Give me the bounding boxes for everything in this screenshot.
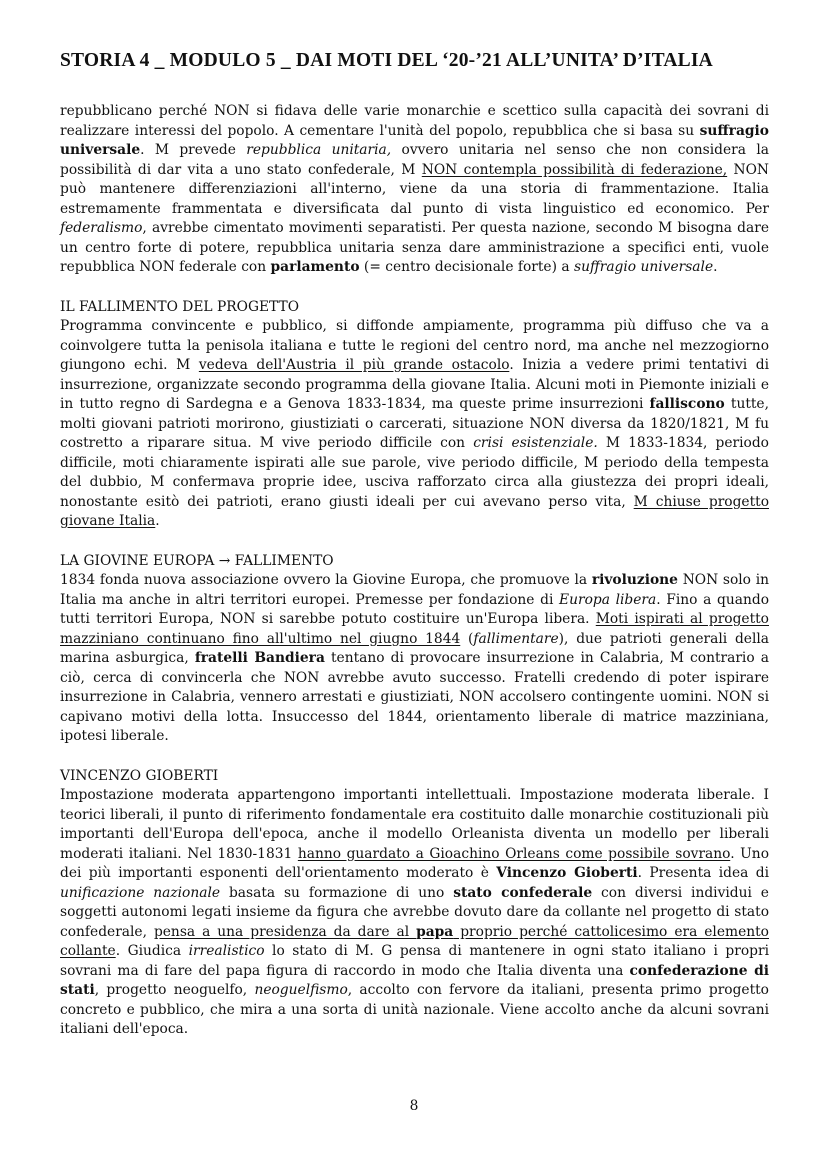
underlined-phrase: proprio perché cattolicesimo era elemento collante (60, 923, 769, 959)
text-run: Impostazione moderata appartengono importanti intellettuali. Impostazione moderata liberale. I teorici liberali, il punto di riferimento fondamentale era costituito dalle monarchie costituzionali più importanti dell'Europa dell'epoca, anche il modello Orleanista diventa un modello per liberali moderati italiani. Nel 1830-1831 (60, 787, 769, 862)
text-run: , avrebbe cimentato movimenti separatisti. Per questa nazione, secondo M bisogna dare un centro forte di potere, repubblica unitaria senza dare amministrazione a specifici enti, vuole repubblica NON federale con (60, 220, 769, 275)
bold-term: fratelli Bandiera (194, 650, 325, 666)
text-run: . Giudica (115, 943, 189, 959)
text-run: , progetto neoguelfo, (94, 982, 255, 998)
text-run: M 1833-1834, periodo difficile, moti chiaramente ispirati alle sue parole, vive periodo difficile, M periodo della tempesta del dubbio, M confermava proprie idee, usciva rafforzato circa alla giustezza dei propri ideali, nonostante esitò dei patrioti, erano giusti ideali per cui avevano perso vita, (60, 435, 769, 510)
text-run: (= centro decisionale forte) a (359, 259, 574, 275)
section-paragraph-fallimento (60, 317, 769, 532)
text-run: ovvero unitaria nel senso che non considera la possibilità di dar vita a uno stato confederale, M (60, 142, 769, 178)
underlined-phrase: pensa a una presidenza da dare al (153, 923, 417, 940)
text-run: NON può mantenere differenziazioni all'interno, viene da una storia di frammentazione. Italia estremamente frammentata e diversificata dal punto di vista linguistico ed economico. Per (60, 161, 769, 217)
bold-term: parlamento (270, 259, 360, 275)
text-run: repubblicano perché NON si fidava delle varie monarchie e scettico sulla capacità dei sovrani di realizzare interessi del popolo. A cementare l'unità del popolo, repubblica che si basa su (60, 103, 769, 139)
bold-term: rivoluzione (591, 572, 678, 588)
text-run: tentano di provocare insurrezione in Calabria, M contrario a ciò, cerca di convincerla che NON avrebbe avuto successo. Fratelli credendo di poter ispirare insurrezione in Calabria, vennero arrestati e giustiziati, NON accolsero contingente uomini. NON si capivano motivi della lotta. Insuccesso del 1844, orientamento liberale di matrice mazziniana, ipotesi liberale. (60, 650, 769, 744)
text-run: con diversi individui e soggetti autonomi legati insieme da figura che avrebbe dovuto dare da collante nel progetto di stato confederale, (60, 884, 769, 940)
underlined-phrase: vedeva dell'Austria il più grande ostacolo (198, 357, 510, 373)
text-run: . (155, 513, 160, 529)
document-body (60, 102, 769, 1040)
italic-term: repubblica unitaria, (246, 142, 392, 158)
text-run: . M prevede (140, 142, 247, 158)
italic-term: crisi esistenziale. (473, 435, 598, 451)
text-run: ( (460, 630, 474, 647)
bold-term: confederazione di stati (60, 962, 769, 998)
intro-paragraph (60, 102, 769, 278)
italic-term: suffragio universale (573, 259, 714, 275)
section-heading-giovine-europa: LA GIOVINE EUROPA → FALLIMENTO (60, 552, 334, 569)
section-paragraph-giovine-europa (60, 571, 769, 747)
text-run: . Inizia a vedere primi tentativi di insurrezione, organizzate secondo programma della giovane Italia. Alcuni moti in Piemonte iniziali e in tutto regno di Sardegna e a Genova 1833-1834, ma queste prime insurrezioni (60, 357, 769, 412)
text-run: basata su formazione di uno (220, 884, 454, 901)
page-title: STORIA 4 _ MODULO 5 _ DAI MOTI DEL ‘20-’21 ALL’UNITA’ D’ITALIA (60, 50, 713, 71)
text-run: . Fino a quando tutti territori Europa, NON si sarebbe potuto costituire un'Europa libera. (60, 591, 769, 627)
italic-term: Europa libera (559, 591, 657, 608)
text-run: . Uno dei più importanti esponenti dell'orientamento moderato è (60, 845, 769, 881)
bold-term: stato confederale (453, 884, 593, 901)
underlined-phrase: M chiuse progetto giovane Italia (60, 493, 769, 529)
text-run: . Presenta idea di (637, 865, 769, 881)
italic-term: unificazione nazionale (60, 884, 221, 901)
underlined-phrase: Moti ispirati al progetto mazziniano continuano fino all'ultimo nel giugno 1844 (60, 611, 769, 647)
section-paragraph-gioberti (60, 786, 769, 1040)
underlined-phrase: hanno guardato a Gioachino Orleans come possibile sovrano (297, 845, 731, 862)
text-run: . (713, 259, 718, 275)
text-run: tutte, molti giovani patrioti morirono, giustiziati o carcerati, situazione NON diversa da 1820/1821, M fu costretto a riparare situa. M vive periodo difficile con (60, 396, 769, 451)
underlined-phrase: NON contempla possibilità di federazione, (421, 161, 728, 178)
text-run: lo stato di M. G pensa di mantenere in ogni stato italiano i propri sovrani ma di fare del papa figura di raccordo in modo che Italia diventa una (60, 943, 769, 979)
bold-term: suffragio universale (60, 122, 769, 158)
italic-term: neoguelfismo (254, 982, 348, 998)
section-heading-gioberti: VINCENZO GIOBERTI (60, 767, 219, 784)
text-run: , accolto con fervore da italiani, presenta primo progetto concreto e pubblico, che mira a una sorta di unità nazionale. Viene accolto anche da alcuni sovrani italiani dell'epoca. (60, 982, 769, 1037)
bold-term: falliscono (649, 396, 725, 412)
italic-term: federalismo (60, 220, 143, 236)
section-heading-fallimento: IL FALLIMENTO DEL PROGETTO (60, 298, 300, 315)
bold-term: Vincenzo Gioberti (496, 865, 638, 881)
text-run: 1834 fonda nuova associazione ovvero la Giovine Europa, che promuove la (60, 572, 592, 588)
text-run: ), due patrioti generali della marina asburgica, (60, 630, 769, 666)
italic-term: irrealistico (188, 943, 265, 959)
page-number: 8 (409, 1098, 419, 1114)
bold-underlined-term: papa (416, 923, 454, 940)
text-run: NON solo in Italia ma anche in altri territori europei. Premesse per fondazione di (60, 572, 769, 608)
text-run: Programma convincente e pubblico, si diffonde ampiamente, programma più diffuso che va a coinvolgere tutta la penisola italiana e tutte le regioni del centro nord, ma anche nel mezzogiorno giungono echi. M (60, 318, 769, 373)
italic-term: fallimentare (473, 630, 559, 647)
